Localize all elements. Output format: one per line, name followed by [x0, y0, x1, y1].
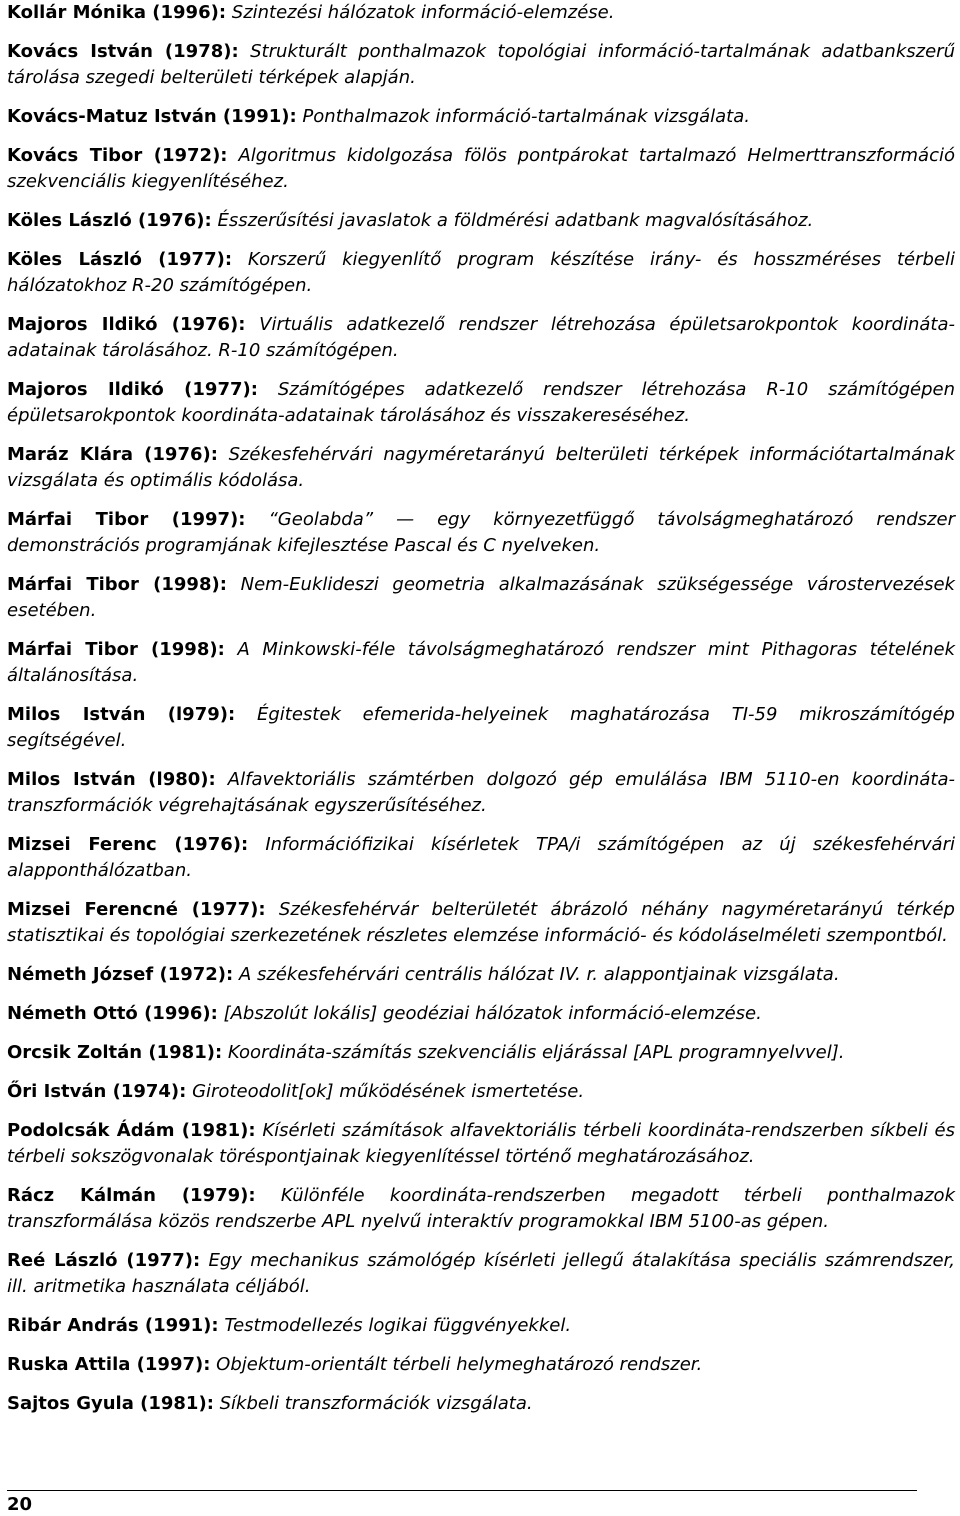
bibliography-entry — [7, 767, 955, 819]
entry-title: Algoritmus kidolgozása fölös pontpárokat tartalmazó Helmerttranszformáció szekvenciális kiegyenlítéséhez. — [7, 145, 955, 192]
entry-title: Információfizikai kísérletek TPA/i számítógépen az új székesfehérvári alapponthálózatban. — [7, 834, 955, 881]
bibliography-entry — [7, 572, 955, 624]
entry-title: Alfavektoriális számtérben dolgozó gép emulálása IBM 5110-en koordináta-transzformációk végrehajtásának egyszerűsítéséhez. — [7, 769, 955, 816]
bibliography-entry — [7, 247, 955, 299]
entry-title: Székesfehérvári nagyméretarányú belterületi térképek információtartalmának vizsgálata és optimális kódolása. — [7, 444, 955, 491]
entry-title: Egy mechanikus számológép kísérleti jellegű átalakítása speciális számrendszer, ill. aritmetika használata céljából. — [7, 1250, 955, 1297]
entry-title: A székesfehérvári centrális hálózat IV. r. alappontjainak vizsgálata. — [238, 964, 840, 985]
entry-author: Ribár András (1991): — [7, 1315, 219, 1336]
entry-title: Ésszerűsítési javaslatok a földmérési adatbank magvalósításához. — [217, 210, 814, 231]
entry-author: Majoros Ildikó (1976): — [7, 314, 246, 335]
bibliography-entry — [7, 1079, 955, 1105]
entry-author: Reé László (1977): — [7, 1250, 201, 1271]
entry-author: Márfai Tibor (1998): — [7, 574, 227, 595]
entry-author: Podolcsák Ádám (1981): — [7, 1120, 256, 1141]
entry-author: Németh József (1972): — [7, 964, 234, 985]
entry-author: Németh Ottó (1996): — [7, 1003, 218, 1024]
bibliography-entry — [7, 1248, 955, 1300]
entry-author: Márfai Tibor (1997): — [7, 509, 246, 530]
entry-author: Köles László (1976): — [7, 210, 212, 231]
entry-title: Székesfehérvár belterületét ábrázoló néhány nagyméretarányú térkép statisztikai és topológiai szerkezetének részletes elemzése információ- és kódoláselméleti szempontból. — [7, 899, 955, 946]
bibliography-entry — [7, 442, 955, 494]
entry-title: Számítógépes adatkezelő rendszer létrehozása R-10 számítógépen épületsarokpontok koordináta-adatainak tárolásához és visszakereséséhez. — [7, 379, 956, 426]
entry-title: Ponthalmazok információ-tartalmának vizsgálata. — [302, 106, 750, 127]
entry-author: Őri István (1974): — [7, 1081, 187, 1102]
entry-author: Sajtos Gyula (1981): — [7, 1393, 214, 1414]
entry-title: Égitestek efemerida-helyeinek maghatározása TI-59 mikroszámítógép segítségével. — [7, 704, 955, 751]
entry-author: Kovács István (1978): — [7, 41, 239, 62]
bibliography-entry — [7, 104, 955, 130]
bibliography-entry — [7, 1001, 955, 1027]
bibliography-entry — [7, 1352, 955, 1378]
entry-title: Virtuális adatkezelő rendszer létrehozása épületsarokpontok koordináta-adatainak tárolásához. R-10 számítógépen. — [7, 314, 955, 361]
entry-author: Kovács Tibor (1972): — [7, 145, 228, 166]
bibliography-entry — [7, 507, 955, 559]
page-number: 20 — [7, 1494, 33, 1515]
entry-author: Mizsei Ferencné (1977): — [7, 899, 266, 920]
entry-title: Kísérleti számítások alfavektoriális térbeli koordináta-rendszerben síkbeli és térbeli sokszögvonalak töréspontjainak kiegyenlítéssel történő meghatározásához. — [7, 1120, 955, 1167]
entry-title: Különféle koordináta-rendszerben megadott térbeli ponthalmazok transzformálása közös rendszerbe APL nyelvű interaktív programokkal IBM 5100-as gépen. — [7, 1185, 955, 1232]
entry-title: Nem-Euklideszi geometria alkalmazásának szükségessége várostervezések esetében. — [7, 574, 955, 621]
bibliography-entry — [7, 897, 955, 949]
bibliography-entry — [7, 208, 955, 234]
entry-title: “Geolabda” — egy környezetfüggő távolságmeghatározó rendszer demonstrációs programjának kifejlesztése Pascal és C nyelveken. — [7, 509, 955, 556]
entry-title: Síkbeli transzformációk vizsgálata. — [219, 1393, 533, 1414]
entry-author: Milos István (l980): — [7, 769, 216, 790]
bibliography-entry — [7, 1391, 955, 1417]
bibliography-entry — [7, 832, 955, 884]
bibliography-entry — [7, 962, 955, 988]
entry-title: [Abszolút lokális] geodéziai hálózatok információ-elemzése. — [223, 1003, 762, 1024]
entry-title: Testmodellezés logikai függvényekkel. — [224, 1315, 572, 1336]
entry-title: Szintezési hálózatok információ-elemzése. — [231, 2, 615, 23]
bibliography-entry — [7, 637, 955, 689]
entry-title: Korszerű kiegyenlítő program készítése irány- és hosszméréses térbeli hálózatokhoz R-20 számítógépen. — [7, 249, 955, 296]
entry-author: Köles László (1977): — [7, 249, 233, 270]
bibliography-entry — [7, 1183, 955, 1235]
bibliography-entry — [7, 143, 955, 195]
entry-author: Kollár Mónika (1996): — [7, 2, 227, 23]
bibliography-entry — [7, 1040, 955, 1066]
bibliography-entry — [7, 1118, 955, 1170]
entry-title: Giroteodolit[ok] működésének ismertetése. — [192, 1081, 585, 1102]
bibliography-entry — [7, 0, 955, 26]
entry-author: Orcsik Zoltán (1981): — [7, 1042, 223, 1063]
entry-author: Ruska Attila (1997): — [7, 1354, 211, 1375]
bibliography-entry — [7, 702, 955, 754]
entry-title: Strukturált ponthalmazok topológiai információ-tartalmának adatbankszerű tárolása szegedi belterületi térképek alapján. — [7, 41, 955, 88]
entry-title: Objektum-orientált térbeli helymeghatározó rendszer. — [216, 1354, 703, 1375]
entry-title: Koordináta-számítás szekvenciális eljárással [APL programnyelvvel]. — [227, 1042, 845, 1063]
footer-divider — [7, 1490, 917, 1491]
entry-author: Márfai Tibor (1998): — [7, 639, 225, 660]
bibliography-entry — [7, 1313, 955, 1339]
entry-author: Maráz Klára (1976): — [7, 444, 218, 465]
bibliography-list — [7, 0, 955, 1430]
entry-author: Rácz Kálmán (1979): — [7, 1185, 256, 1206]
entry-author: Majoros Ildikó (1977): — [7, 379, 258, 400]
bibliography-entry — [7, 377, 955, 429]
entry-title: A Minkowski-féle távolságmeghatározó rendszer mint Pithagoras tételének általánosítása. — [7, 639, 955, 686]
bibliography-entry — [7, 312, 955, 364]
entry-author: Kovács-Matuz István (1991): — [7, 106, 297, 127]
bibliography-entry — [7, 39, 955, 91]
entry-author: Milos István (l979): — [7, 704, 236, 725]
entry-author: Mizsei Ferenc (1976): — [7, 834, 249, 855]
